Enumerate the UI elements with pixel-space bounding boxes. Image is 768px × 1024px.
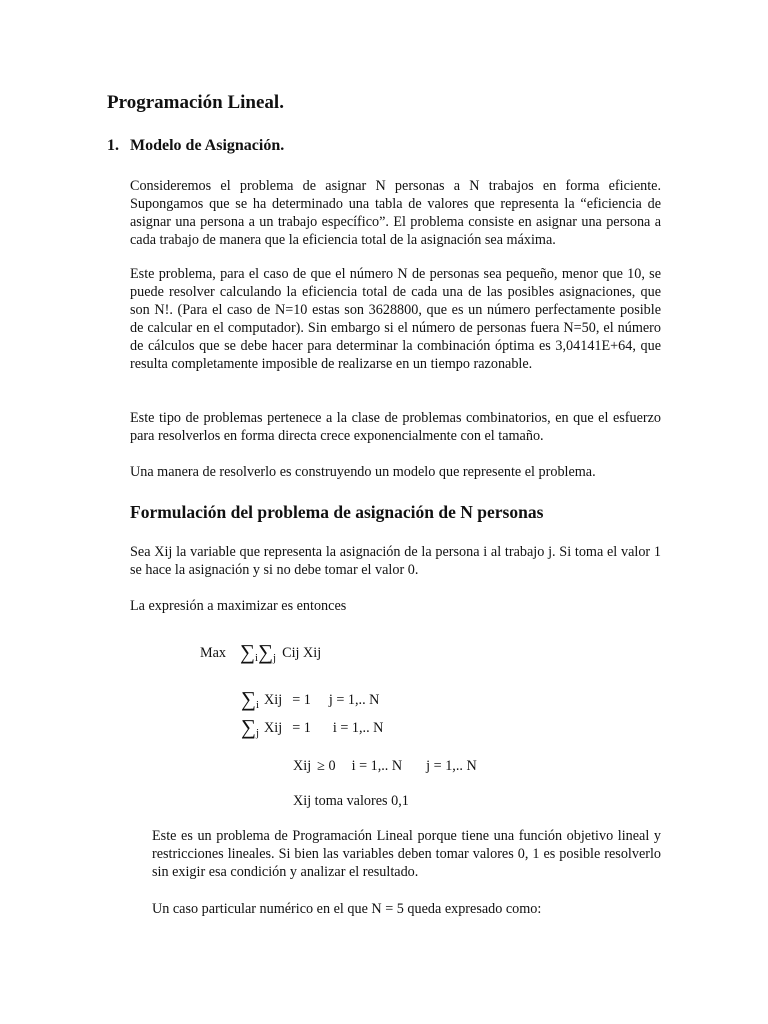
constraint-range-i: i = 1,.. N [351, 758, 403, 774]
sum-symbol: ∑ [241, 715, 256, 739]
document-title: Programación Lineal. [107, 92, 284, 113]
sum-symbol: ∑ [258, 640, 274, 664]
constraint-equality: = 1 [292, 720, 311, 736]
paragraph-maximize: La expresión a maximizar es entonces [130, 598, 347, 614]
sum-index-j: j [255, 727, 260, 739]
paragraph-numeric-case: Un caso particular numérico en el que N = 5 queda expresado como: [152, 901, 542, 917]
constraint-binary: Xij toma valores 0,1 [293, 793, 409, 809]
constraint-nonnegative [293, 757, 477, 775]
paragraph-complexity: Este problema, para el caso de que el número N de personas sea pequeño, menor que 10, se puede resolver calculando la eficiencia total de cada una de las posibles asignaciones, que son N!. (Para el caso de N=10 estas son 3628800, que es un número perfectamente posible de calcular en el computador). Sin embargo si el número de personas fuera N=50, el número de cálculos que se debe hacer para determinar la combinación óptima es 3,04141E+64, que resulta completamente imposible de realizarse en un tiempo razonable. [130, 266, 661, 372]
constraint-range: j = 1,.. N [328, 692, 380, 708]
constraint-range: i = 1,.. N [332, 720, 384, 736]
sum-index-i: i [255, 699, 260, 711]
objective-term: Cij Xij [282, 645, 322, 661]
constraint-inequality: ≥ 0 [317, 758, 336, 774]
section-title: Modelo de Asignación. [130, 137, 285, 154]
paragraph-intro: Consideremos el problema de asignar N personas a N trabajos en forma eficiente. Supongamos que se ha determinado una tabla de valores que representa la “eficiencia de asignar una persona a un trabajo específico”. El problema consiste en asignar una persona a cada trabajo de manera que la eficiencia total de la asignación sea máxima. [130, 178, 661, 248]
section-heading-modelo [107, 137, 284, 155]
constraint-variable: Xij [264, 692, 283, 708]
constraint-sum-j [241, 716, 383, 738]
sum-index-i: i [255, 652, 259, 664]
constraint-variable: Xij [293, 758, 312, 774]
sum-symbol: ∑ [240, 640, 255, 664]
paragraph-linear-programming: Este es un problema de Programación Lineal porque tiene una función objetivo lineal y restricciones lineales. Si bien las variables deben tomar valores 0, 1 es posible resolverlo sin exigir esa condición y analizar el resultado. [152, 828, 661, 880]
paragraph-model: Una manera de resolverlo es construyendo un modelo que represente el problema. [130, 464, 596, 480]
sum-index-j: j [273, 652, 277, 664]
constraint-sum-i [241, 688, 379, 710]
section-number: 1. [107, 137, 119, 154]
max-label: Max [200, 645, 227, 661]
paragraph-variable: Sea Xij la variable que representa la asignación de la persona i al trabajo j. Si toma el valor 1 se hace la asignación y si no debe tomar el valor 0. [130, 544, 661, 578]
objective-function [200, 641, 321, 663]
constraint-range-j: j = 1,.. N [426, 758, 477, 774]
constraint-equality: = 1 [292, 692, 311, 708]
paragraph-combinatorial: Este tipo de problemas pertenece a la clase de problemas combinatorios, en que el esfuerzo para resolverlos en forma directa crece exponencialmente con el tamaño. [130, 410, 661, 444]
section-heading-formulacion: Formulación del problema de asignación de N personas [130, 502, 544, 522]
constraint-variable: Xij [264, 720, 283, 736]
sum-symbol: ∑ [241, 687, 256, 711]
